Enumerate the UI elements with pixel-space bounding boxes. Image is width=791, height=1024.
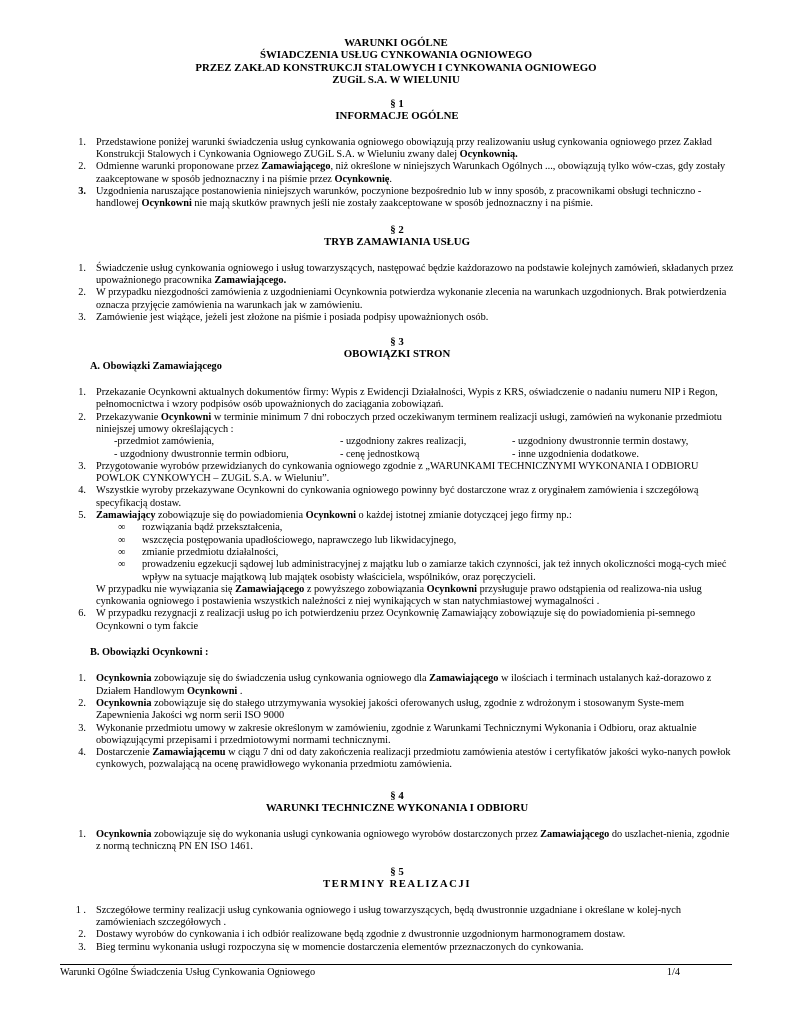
section-5: [60, 866, 734, 954]
section-5-list: [60, 905, 734, 954]
list-item: 3. Uzgodnienia naruszające postanowienia niniejszych warunków, poczynione bezpośrednio lub w inny sposób, z pracownikami obsługi techniczno - handlowej Ocynkowni nie mają skutków prawnych jeśli nie zostały zaakceptowane w sposób jednoznaczny i na piśmie.: [78, 186, 702, 210]
bullet-item: ∞ zmianie przedmiotu działalności,: [118, 546, 279, 558]
bullet-item: ∞ wszczęcia postępowania upadłościowego, naprawczego lub likwidacyjnego,: [118, 534, 457, 546]
section-4: [60, 790, 734, 853]
section-2-title: TRYB ZAMAWIANIA USŁUG: [324, 236, 470, 249]
section-1: [78, 98, 734, 211]
list-item: 1. Przekazanie Ocynkowni aktualnych dokumentów firmy: Wypis z Ewidencji Działalności, Wypis z KRS, oświadczenie o nadaniu numeru NIP i Regon, pełnomocnictwa i wzory podpisów osób upoważnionych do zaciągania zobowiązań.: [78, 387, 718, 411]
header-line-3: PRZEZ ZAKŁAD KONSTRUKCJI STALOWYCH I CYNKOWANIA OGNIOWEGO: [195, 61, 597, 74]
list-item: 1. Przedstawione poniżej warunki świadczenia usług cynkowania ogniowego obowiązują przy realizowaniu usług cynkowania ogniowego przez Zakład Konstrukcji Stalowych i Cynkowania Ogniowego ZUGiL S.A. w Wieluniu zwany dalej Ocynkownią.: [78, 136, 712, 161]
section-1-list: [60, 137, 734, 211]
section-1-number: § 1: [390, 98, 404, 110]
bullet-item: ∞ prowadzeniu egzekucji sądowej lub administracyjnej z majątku lub o zamiarze takich czynności, jak też innych okoliczności mogą-cych mieć wpływ na sytuacje majątkową lub majątek osobisty właściciela, wspólników, oraz poręczycieli.: [118, 559, 727, 583]
section-4-title: WARUNKI TECHNICZNE WYKONANIA I ODBIORU: [265, 802, 529, 815]
page-number: 1/4: [666, 967, 680, 978]
list-item: 2. Przekazywanie Ocynkowni w terminie minimum 7 dni roboczych przed oczekiwanym terminem realizacji usługi, zamówień na wykonanie przedmiotu niniejszej umowy określających : -przedmiot zamówienia, - uzgodniony zakres realizacji, - uzgodniony dwustronnie termin dostawy, - uzgodniony dwustronnie termin odbioru, - cenę jednostkową - inne uzgodnienia dodatkowe.: [60, 412, 734, 461]
list-item: 4. Wszystkie wyroby przekazywane Ocynkowni do cynkowania ogniowego powinny być dostarczone wraz z oryginałem zamówienia i szczegółową specyfikacją dostaw.: [78, 485, 699, 509]
list-item: 2. W przypadku niezgodności zamówienia z uzgodnieniami Ocynkownia potwierdza wykonanie zlecenia na warunkach uzgodnionych. Brak potwierdzenia oznacza przyjęcie zamówienia na warunkach jak w zamówieniu.: [78, 287, 727, 311]
list-item: 6. W przypadku rezygnacji z realizacji usług po ich potwierdzeniu przez Ocynkownię Zamawiający zobowiązuje się do powiadomienia pi-semnego Ocynkowni o tym fakcie: [78, 608, 696, 632]
infinity-bullet-icon: ∞: [118, 522, 126, 534]
list-item: 3. Bieg terminu wykonania usługi rozpoczyna się w momencie dostarczenia elementów przeznaczonych do cynkowania.: [78, 941, 584, 953]
subsection-b-title: B. Obowiązki Ocynkowni :: [90, 647, 209, 659]
section-2-number: § 2: [390, 224, 404, 236]
header-line-4: ZUGiL S.A. W WIELUNIU: [332, 74, 460, 87]
order-details-grid: -przedmiot zamówienia, - uzgodniony zakres realizacji, - uzgodniony dwustronnie termin dostawy, - uzgodniony dwustronnie termin odbioru, - cenę jednostkową - inne uzgodnienia dodatkowe.: [114, 436, 689, 460]
section-3-title: OBOWIĄZKI STRON: [343, 348, 451, 361]
list-item: 3. Wykonanie przedmiotu umowy w zakresie określonym w zamówieniu, zgodnie z Warunkami Technicznymi Wykonania i Odbioru, oraz aktualnie obowiązującymi przepisami i przedmiotowymi normami technicznymi.: [78, 722, 697, 746]
section-3: [60, 336, 734, 772]
bullet-item: ∞ rozwiązania bądź przekształcenia,: [118, 522, 283, 534]
list-item: 1 . Szczegółowe terminy realizacji usług cynkowania ogniowego i usług towarzyszących, będą dwustronnie uzgadniane i określane w kolej-nych zamówieniach szczegółowych .: [75, 904, 682, 929]
section-5-number: § 5: [390, 866, 404, 878]
header-line-1: WARUNKI OGÓLNE: [344, 37, 448, 49]
section-4-list: [60, 829, 734, 854]
non-compliance-note: W przypadku nie wywiązania się Zamawiającego z powyższego zobowiązania Ocynkowni przysługuje prawo odstąpienia od realizowa-nia usług cynkowania ogniowego i postawienia wszystkich należności z niej wynikających w stan natychmiastowej wymagalności .: [96, 583, 702, 608]
section-2: [60, 224, 734, 324]
list-item: 2. Dostawy wyrobów do cynkowania i ich odbiór realizowane będą zgodnie z dwustronnie uzgodnionym harmonogramem dostaw.: [78, 929, 626, 941]
list-item: 3. Przygotowanie wyrobów przewidzianych do cynkowania ogniowego zgodnie z „WARUNKAMI TECHNICZNYMI WYKONANIA I ODBIORU POWLOK CYNKOWYCH – ZUGiL S.A. w Wieluniu”.: [78, 460, 699, 485]
infinity-bullet-icon: ∞: [118, 546, 126, 558]
section-1-title: INFORMACJE OGÓLNE: [335, 110, 459, 123]
list-item: 4. Dostarczenie Zamawiającemu w ciągu 7 dni od daty zakończenia realizacji przedmiotu zamówienia atestów i certyfikatów jakości wyko-nanych powłok cynkowych, pozwalającą na ocenę prawidłowego wykonania przedmiotu zamówienia.: [78, 747, 731, 771]
infinity-bullet-icon: ∞: [118, 559, 126, 571]
section-4-number: § 4: [390, 790, 404, 802]
change-bullets: [96, 522, 734, 583]
section-3a-list: [60, 387, 734, 633]
subsection-a-title: A. Obowiązki Zamawiającego: [90, 360, 222, 372]
list-item: 2. Ocynkownia zobowiązuje się do stałego utrzymywania wysokiej jakości oferowanych usług, zgodnie z wdrożonym i stosowanym Syste-mem Zapewnienia Jakości wg norm serii ISO 9000: [78, 697, 684, 722]
list-item: 2. Odmienne warunki proponowane przez Zamawiającego, niż określone w niniejszych Warunkach Ogólnych ..., obowiązują tylko wów-czas, gdy zostały zaakceptowane w sposób jednoznaczny i na piśmie przez Ocynkownię.: [78, 161, 726, 185]
footer-title: Warunki Ogólne Świadczenia Usług Cynkowania Ogniowego: [60, 967, 316, 978]
header-line-2: ŚWIADCZENIA USŁUG CYNKOWANIA OGNIOWEGO: [259, 49, 533, 62]
section-5-title: TERMINY REALIZACJI: [322, 878, 472, 891]
document-header: [60, 37, 732, 87]
list-item: 1. Ocynkownia zobowiązuje się do świadczenia usług cynkowania ogniowego dla Zamawiającego w ilościach i terminach ustalanych każ-dorazowo z Działem Handlowym Ocynkowni .: [78, 673, 712, 697]
section-3-number: § 3: [390, 336, 404, 348]
page-footer: [60, 964, 732, 979]
list-item: 1. Ocynkownia zobowiązuje się do wykonania usługi cynkowania ogniowego wyrobów dostarczonych przez Zamawiającego do uszlachet-nienia, zgodnie z normą techniczną PN EN ISO 1461.: [78, 828, 730, 853]
section-3b-list: [60, 673, 734, 771]
list-item: 3. Zamówienie jest wiążące, jeżeli jest złożone na piśmie i posiada podpisy upoważnionych osób.: [78, 312, 489, 323]
section-2-list: [60, 263, 734, 324]
list-item: 1. Świadczenie usług cynkowania ogniowego i usług towarzyszących, następować będzie każdorazowo na podstawie kolejnych zamówień, składanych przez upoważnionego pracownika Zamawiającego.: [78, 262, 734, 287]
infinity-bullet-icon: ∞: [118, 534, 126, 546]
list-item: 5. Zamawiający zobowiązuje się do powiadomienia Ocynkowni o każdej istotnej zmianie dotyczącej jego firmy np.: ∞ rozwiązania bądź przekształcenia, ∞ wszczęcia postępowania upadłościowego, naprawczego lub likwidacyjnego, ∞ zmianie przedmiotu działalności, ∞ prowadzeniu egzekucji sądowej lub administracyjnej z majątku lub o zamiarze takich czynności, jak też innych okoliczności mogą-cych mieć wpływ na sytuacje majątkową lub majątek osobisty właściciela, wspólników, oraz poręczycieli. W przypadku nie wywiązania się Zamawiającego z powyższego zobowiązania Ocynkowni przysługuje prawo odstąpienia od realizowa-nia usług cynkowania ogniowego i postawienia wszystkich należności z niej wynikających w stan natychmiastowej wymagalności .: [60, 510, 734, 608]
